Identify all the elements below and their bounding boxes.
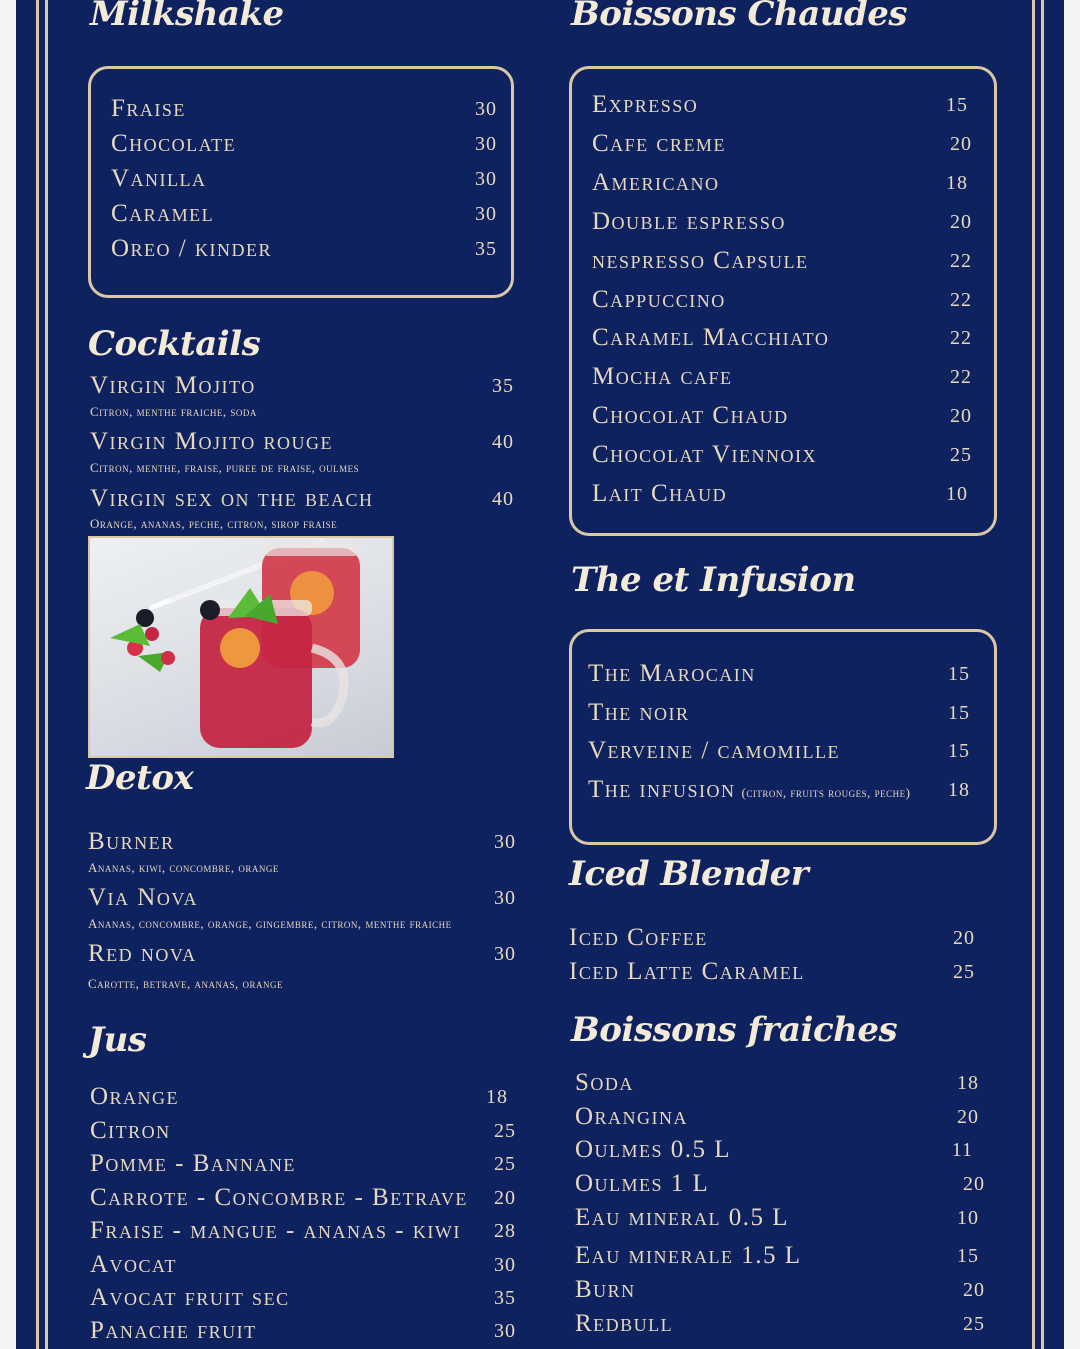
item-name: Lait Chaud: [592, 480, 728, 507]
item-name: Fraise - mangue - ananas - kiwi: [90, 1217, 461, 1244]
section-title-cocktails: Cocktails: [88, 324, 261, 364]
item-price: 15: [946, 94, 968, 116]
cocktail-drinks-image: [90, 538, 392, 756]
boissons-chaudes-list: [592, 69, 972, 533]
item-price: 15: [957, 1245, 979, 1267]
item-name: Eau minerale 1.5 L: [575, 1242, 802, 1269]
item-name: Double espresso: [592, 208, 786, 235]
item-price: 28: [494, 1220, 516, 1242]
item-name: The Marocain: [588, 660, 756, 687]
item-name: Oulmes 0.5 L: [575, 1136, 732, 1163]
item-price: 30: [475, 98, 497, 120]
item-name: Cappuccino: [592, 286, 726, 313]
item-description: Citron, menthe fraiche, soda: [90, 404, 257, 419]
item-price: 18: [948, 779, 970, 801]
item-name: Chocolate: [111, 130, 237, 157]
item-name: Caramel Macchiato: [592, 324, 830, 351]
item-price: 30: [494, 1320, 516, 1342]
item-name: Avocat fruit sec: [90, 1284, 290, 1311]
border-line: [45, 0, 48, 1349]
item-price: 11: [951, 1139, 973, 1161]
item-name: Eau mineral 0.5 L: [575, 1204, 790, 1231]
item-name: Orange: [90, 1083, 180, 1110]
item-price: 30: [494, 943, 516, 965]
item-name: The noir: [588, 699, 690, 726]
milkshake-box: [88, 66, 514, 298]
item-description: Citron, menthe, fraise, puree de fraise, oulmes: [90, 460, 360, 475]
item-price: 20: [950, 405, 972, 427]
section-title-the-infusion: The et Infusion: [571, 560, 856, 600]
item-name: Iced Coffee: [569, 924, 708, 951]
section-title-milkshake: Milkshake: [90, 0, 284, 34]
section-title-detox: Detox: [86, 758, 194, 798]
item-price: 20: [950, 133, 972, 155]
item-name: Caramel: [111, 200, 215, 227]
item-name: Redbull: [575, 1310, 674, 1337]
item-name-text: The infusion: [588, 776, 736, 803]
item-price: 22: [950, 250, 972, 272]
item-price: 20: [953, 927, 975, 949]
item-description: Carotte, betrave, ananas, orange: [88, 976, 284, 991]
item-price: 25: [963, 1313, 985, 1335]
item-name: Chocolat Viennoix: [592, 441, 818, 468]
item-name: Red nova: [88, 940, 197, 967]
item-price: 20: [963, 1173, 985, 1195]
item-name: Burner: [88, 828, 175, 855]
item-price: 30: [494, 887, 516, 909]
item-name: Burn: [575, 1276, 636, 1303]
item-name: Chocolat Chaud: [592, 402, 789, 429]
item-price: 35: [475, 238, 497, 260]
section-title-boissons-chaudes: Boissons Chaudes: [571, 0, 908, 34]
border-line: [1041, 0, 1044, 1349]
border-line: [36, 0, 39, 1349]
item-price: 30: [475, 203, 497, 225]
item-name: Cafe creme: [592, 130, 726, 157]
boissons-chaudes-box: [569, 66, 997, 536]
item-name: Panache fruit: [90, 1317, 257, 1344]
item-name: nespresso Capsule: [592, 247, 809, 274]
item-price: 20: [957, 1106, 979, 1128]
item-name: Vanilla: [111, 165, 207, 192]
section-title-jus: Jus: [88, 1020, 147, 1060]
item-price: 22: [950, 327, 972, 349]
item-note: (citron, fruits rouges, peche): [741, 785, 911, 800]
item-name: Virgin Mojito rouge: [90, 428, 333, 455]
item-price: 20: [950, 211, 972, 233]
milkshake-list: [111, 69, 497, 295]
item-price: 35: [492, 375, 514, 397]
item-price: 20: [963, 1279, 985, 1301]
item-price: 10: [946, 483, 968, 505]
item-name: Americano: [592, 169, 720, 196]
item-price: 20: [494, 1187, 516, 1209]
item-price: 22: [950, 366, 972, 388]
item-name: Fraise: [111, 95, 186, 122]
item-name: Carrote - Concombre - Betrave: [90, 1184, 468, 1211]
section-title-iced-blender: Iced Blender: [569, 854, 809, 894]
item-price: 15: [948, 663, 970, 685]
item-price: 30: [475, 133, 497, 155]
item-description: Orange, ananas, peche, citron, sirop fraise: [90, 516, 338, 531]
item-name: Iced Latte Caramel: [569, 958, 805, 985]
item-price: 30: [494, 1254, 516, 1276]
item-name: Expresso: [592, 91, 699, 118]
item-name: Soda: [575, 1069, 634, 1096]
item-name: Virgin Mojito: [90, 372, 256, 399]
border-line: [1032, 0, 1035, 1349]
item-name: Pomme - Bannane: [90, 1150, 296, 1177]
item-name: Verveine / camomille: [588, 737, 841, 764]
item-price: 30: [475, 168, 497, 190]
section-title-boissons-fraiches: Boissons fraiches: [571, 1010, 898, 1050]
item-description: Ananas, concombre, orange, gingembre, citron, menthe fraiche: [88, 916, 452, 931]
the-infusion-list: [588, 632, 970, 842]
item-price: 18: [946, 172, 968, 194]
item-price: 18: [957, 1072, 979, 1094]
item-name: Virgin sex on the beach: [90, 485, 374, 512]
item-price: 22: [950, 289, 972, 311]
item-name: Mocha cafe: [592, 363, 733, 390]
item-description: Ananas, kiwi, concombre, orange: [88, 860, 279, 875]
item-price: 40: [492, 488, 514, 510]
item-price: 25: [494, 1120, 516, 1142]
item-name: [588, 776, 910, 804]
item-price: 25: [950, 444, 972, 466]
item-name: Oulmes 1 L: [575, 1170, 710, 1197]
the-infusion-box: [569, 629, 997, 845]
item-price: 10: [957, 1207, 979, 1229]
item-price: 25: [953, 961, 975, 983]
item-price: 15: [948, 702, 970, 724]
cocktail-photo: [88, 536, 394, 758]
item-name: Oreo / kinder: [111, 235, 272, 262]
item-price: 40: [492, 431, 514, 453]
item-name: Citron: [90, 1117, 171, 1144]
item-name: Avocat: [90, 1251, 178, 1278]
item-price: 25: [494, 1153, 516, 1175]
item-price: 35: [494, 1287, 516, 1309]
item-name: Via Nova: [88, 884, 199, 911]
item-price: 15: [948, 740, 970, 762]
item-price: 18: [486, 1086, 508, 1108]
item-name: Orangina: [575, 1103, 689, 1130]
item-price: 30: [494, 831, 516, 853]
